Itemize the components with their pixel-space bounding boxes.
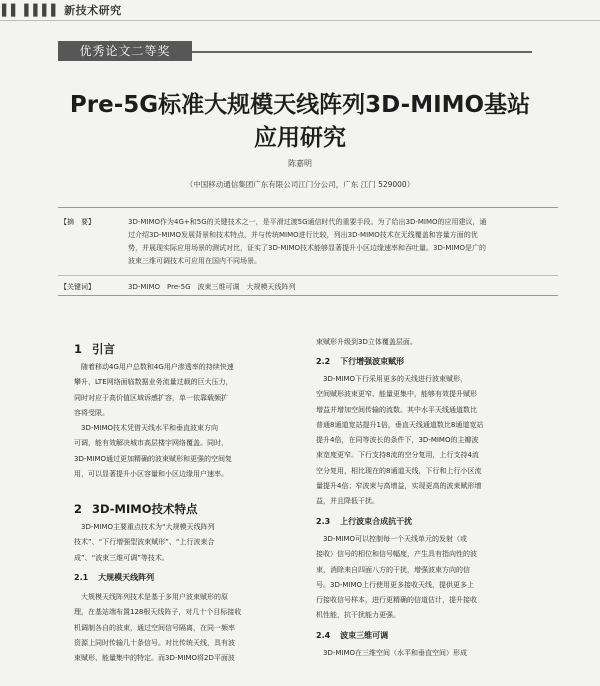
text-line: 量提升4倍；窄波束与高增益，实现更高的波束赋形增 — [316, 482, 482, 491]
section-heading-2: 2 3D-MIMO技术特点 — [74, 502, 198, 516]
subsection-2-2-text — [316, 372, 562, 510]
text-line: 束，消除来自四面八方的干扰，增强波束方向的信 — [316, 565, 470, 574]
text-line: 3D-MIMO可以控制每一个天线单元的发射（或 — [316, 535, 468, 543]
abstract-text — [128, 216, 558, 268]
text-line: 容将受限。 — [74, 408, 109, 417]
text-line: 理，在基站端布置128根天线阵子，对几十个目标接收 — [74, 608, 242, 617]
text-line: 技术”、“下行增强型波束赋形”、“上行波束合 — [74, 538, 215, 547]
abstract-mid-rule — [58, 275, 558, 276]
author: 陈嘉明 — [288, 159, 312, 168]
abstract-top-rule — [58, 207, 558, 208]
text-line: 普通8通道宽站提升1倍，垂直天线通道数比8通道宽站 — [316, 420, 484, 429]
subsection-heading-2-4: 2.4 波束三维可调 — [316, 631, 389, 640]
text-line: 机性能，抗干扰能力更强。 — [316, 611, 400, 620]
subsection-heading-2-1: 2.1 大规模天线阵列 — [74, 573, 155, 582]
text-line: 3D-MIMO主要重点技术为“大规模天线阵列 — [74, 523, 215, 531]
paper-title-line-2: 应用研究 — [254, 125, 346, 151]
section-1-text — [74, 360, 320, 482]
subsection-heading-2-2: 2.2 下行增强波束赋形 — [316, 357, 405, 366]
header-divider — [0, 20, 600, 21]
text-line: 用，可以显著提升小区容量和小区边缘用户速率。 — [74, 470, 228, 479]
text-line: 接收）信号的相位和信号幅度，产生具有指向性的波 — [316, 550, 477, 559]
subsection-2-1-text — [74, 590, 320, 666]
text-line: 空分复用，相比现在的8通道天线，下行和上行小区流 — [316, 466, 482, 475]
text-line: 行接收信号样本，进行更精确的信道估计，提升接收 — [316, 596, 477, 605]
right-column-intro — [316, 335, 562, 350]
text-line: 资源上同时传输几十条信号。对比传统天线，具有波 — [74, 638, 235, 647]
abstract-bottom-rule — [58, 295, 558, 296]
abstract-line: 势，并展现实际应用场景的测试对比，证实了3D-MIMO技术能够显著提升小区边缘速率和吞吐量。3D-MIMO是广的 — [128, 244, 487, 252]
text-line: 束宽度更窄。下行支持8流的空分复用，上行支持4流 — [316, 451, 479, 460]
text-line: 随着移动4G用户总数和4G用户渗透率的持续快速 — [74, 363, 234, 371]
text-line: 3D-MIMO下行采用更多的天线进行波束赋形， — [316, 375, 468, 383]
section-heading-1: 1 引言 — [74, 342, 116, 356]
section-2-text — [74, 520, 320, 566]
abstract-line: 3D-MIMO作为4G+和5G的关键技术之一，是平滑过渡5G通信时代的重要手段。为了给出3D-MIMO的应用建议，通 — [128, 218, 487, 226]
affiliation: （中国移动通信集团广东有限公司江门分公司，广东 江门 529000） — [185, 180, 415, 189]
journal-header — [2, 2, 122, 18]
badge-underline — [192, 51, 532, 53]
abstract-label: 【摘 要】 — [60, 218, 95, 226]
header-bars-icon: ▌▌ ▌▌▌▌ — [2, 4, 61, 17]
subsection-2-3-text — [316, 532, 562, 624]
text-line: 增益并增加空间传输的流数。其中水平天线通道数比 — [316, 405, 477, 414]
text-line: 3D-MIMO技术凭借天线水平和垂直波束方向 — [74, 424, 219, 433]
keywords-label: 【关键词】 — [60, 283, 95, 291]
keywords-text: 3D-MIMO Pre-5G 波束三维可调 大规模天线阵列 — [128, 283, 296, 291]
text-line: 束赋形、能量集中的特定。而3D-MIMO将2D平面波 — [74, 654, 235, 663]
abstract-line: 波束三维可调技术可应用在国内不同场景。 — [128, 257, 261, 265]
text-line: 同时对应于高价值区域诉感扩容，单一依靠载频扩 — [74, 393, 228, 402]
text-line: 机调制各自的波束，通过空间信号隔离，在同一频率 — [74, 623, 235, 632]
text-line: 益，并且降低干扰。 — [316, 497, 379, 506]
text-line: 3D-MIMO在三维空间（水平和垂直空间）形成 — [316, 649, 468, 657]
text-line: 提升4倍，在同等波长的条件下，3D-MIMO的主瓣波 — [316, 436, 479, 445]
text-line: 束赋形升级到3D立体覆盖层面。 — [316, 338, 417, 346]
text-line: 号。3D-MIMO上行使用更多接收天线，提供更多上 — [316, 580, 475, 589]
subsection-2-4-text — [316, 646, 562, 661]
text-line: 3D-MIMO通过更加精确的波束赋形和更强的空间复 — [74, 454, 233, 463]
text-line: 可调，能有效解决城市高层楼宇网络覆盖。同时， — [74, 439, 228, 448]
subsection-heading-2-3: 2.3 上行波束合成抗干扰 — [316, 517, 413, 526]
text-line: 攀升，LTE网络面临数据业务流量过载的巨大压力， — [74, 378, 233, 387]
text-line: 空间赋形波束更窄、能量更集中，能够有效提升赋形 — [316, 390, 477, 399]
text-line: 大规模天线阵列技术是基于多用户波束赋形的原 — [74, 593, 228, 601]
text-line: 成”、“波束三维可调”等技术。 — [74, 553, 169, 562]
paper-title-line-1: Pre-5G标准大规模天线阵列3D-MIMO基站 — [69, 92, 531, 118]
award-badge: 优秀论文二等奖 — [58, 41, 192, 61]
section-name: 新技术研究 — [64, 4, 122, 17]
abstract-line: 过介绍3D-MIMO发展背景和技术特点，并与传统MIMO进行比较，列出3D-MIMO技术在无线覆盖和容量方面的优 — [128, 231, 478, 239]
